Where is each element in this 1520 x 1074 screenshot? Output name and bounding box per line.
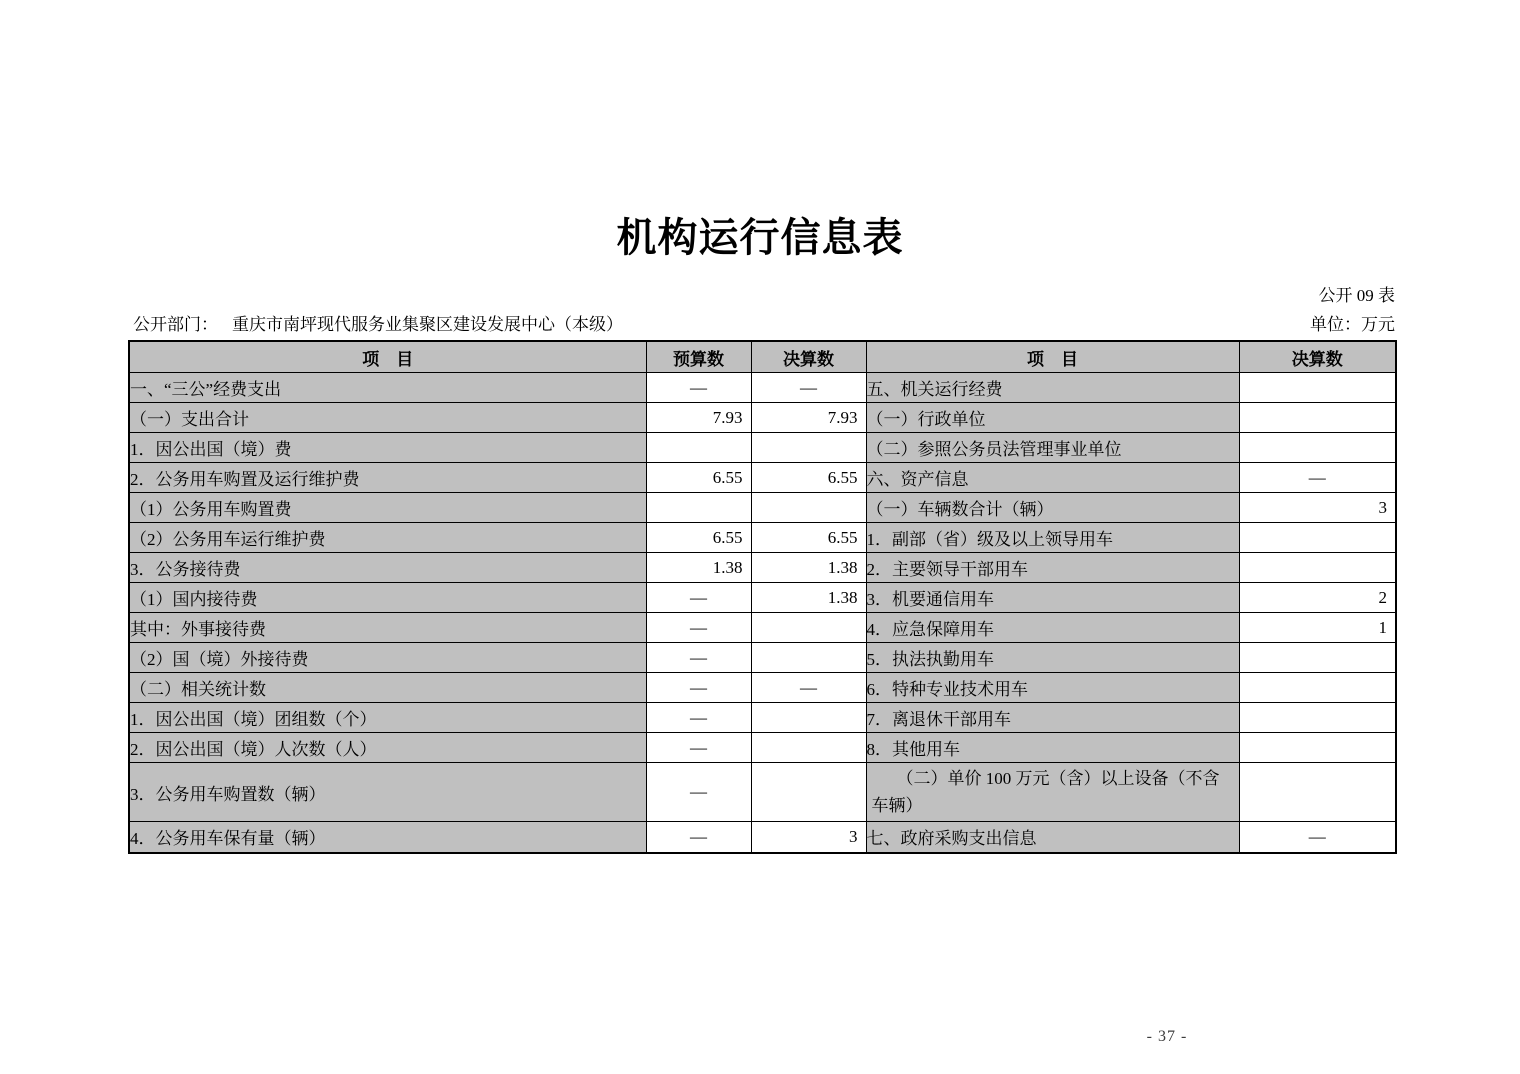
final-cell-right: [1239, 733, 1396, 763]
final-cell: 1.38: [751, 583, 866, 613]
item-cell-right: 五、机关运行经费: [866, 373, 1239, 403]
budget-cell: 6.55: [646, 463, 751, 493]
header-item-right: 项 目: [866, 341, 1239, 373]
final-cell-right: [1239, 703, 1396, 733]
header-item-left: 项 目: [129, 341, 646, 373]
budget-cell: —: [646, 763, 751, 822]
budget-cell: —: [646, 703, 751, 733]
table-row: [129, 763, 1396, 822]
item-cell-right: （一）车辆数合计（辆）: [866, 493, 1239, 523]
item-cell: 4．公务用车保有量（辆）: [129, 822, 646, 853]
table-row: [129, 643, 1396, 673]
budget-cell: 7.93: [646, 403, 751, 433]
final-cell-right: —: [1239, 463, 1396, 493]
final-cell: [751, 763, 866, 822]
final-cell: —: [751, 373, 866, 403]
item-cell-right: 3．机要通信用车: [866, 583, 1239, 613]
table-row: [129, 553, 1396, 583]
table-row: [129, 523, 1396, 553]
budget-cell: —: [646, 643, 751, 673]
final-cell-right: —: [1239, 822, 1396, 853]
budget-cell: [646, 493, 751, 523]
final-cell: 1.38: [751, 553, 866, 583]
final-cell: 6.55: [751, 523, 866, 553]
item-cell-right: 六、资产信息: [866, 463, 1239, 493]
header-final-left: 决算数: [751, 341, 866, 373]
final-cell: [751, 613, 866, 643]
item-cell-right: 8．其他用车: [866, 733, 1239, 763]
final-cell: [751, 703, 866, 733]
budget-cell: 6.55: [646, 523, 751, 553]
table-row: [129, 493, 1396, 523]
budget-cell: [646, 433, 751, 463]
final-cell: —: [751, 673, 866, 703]
final-cell-right: [1239, 373, 1396, 403]
item-cell-right: 2．主要领导干部用车: [866, 553, 1239, 583]
item-cell: 2．公务用车购置及运行维护费: [129, 463, 646, 493]
table-row: [129, 733, 1396, 763]
header-final-right: 决算数: [1239, 341, 1396, 373]
item-cell-right: 6．特种专业技术用车: [866, 673, 1239, 703]
item-cell: （二）相关统计数: [129, 673, 646, 703]
department-label: 公开部门：: [133, 315, 218, 334]
final-cell: 3: [751, 822, 866, 853]
info-table: [128, 340, 1397, 854]
item-cell: 1．因公出国（境）团组数（个）: [129, 703, 646, 733]
item-cell: 2．因公出国（境）人次数（人）: [129, 733, 646, 763]
budget-cell: —: [646, 733, 751, 763]
item-cell: 其中：外事接待费: [129, 613, 646, 643]
item-cell-right: 7．离退休干部用车: [866, 703, 1239, 733]
budget-cell: —: [646, 583, 751, 613]
final-cell: [751, 733, 866, 763]
item-cell-right: 1．副部（省）级及以上领导用车: [866, 523, 1239, 553]
table-row: [129, 373, 1396, 403]
table-row: [129, 822, 1396, 853]
item-cell: 3．公务接待费: [129, 553, 646, 583]
department-line: [133, 310, 623, 335]
table-row: [129, 613, 1396, 643]
item-cell: （2）公务用车运行维护费: [129, 523, 646, 553]
final-cell-right: [1239, 403, 1396, 433]
budget-cell: —: [646, 673, 751, 703]
page-title: 机构运行信息表: [616, 215, 904, 260]
header-budget: 预算数: [646, 341, 751, 373]
table-row: [129, 463, 1396, 493]
item-cell: 一、“三公”经费支出: [129, 373, 646, 403]
item-cell: （1）国内接待费: [129, 583, 646, 613]
budget-cell: —: [646, 613, 751, 643]
table-row: [129, 583, 1396, 613]
final-cell: 7.93: [751, 403, 866, 433]
final-cell-right: [1239, 643, 1396, 673]
item-cell: （2）国（境）外接待费: [129, 643, 646, 673]
final-cell-right: [1239, 763, 1396, 822]
item-cell-right: 七、政府采购支出信息: [866, 822, 1239, 853]
final-cell-right: [1239, 673, 1396, 703]
item-cell-right: （二）参照公务员法管理事业单位: [866, 433, 1239, 463]
page-number: - 37 -: [1146, 1028, 1188, 1045]
budget-cell: —: [646, 373, 751, 403]
item-cell-right: （一）行政单位: [866, 403, 1239, 433]
final-cell-right: [1239, 433, 1396, 463]
item-cell: （一）支出合计: [129, 403, 646, 433]
table-row: [129, 403, 1396, 433]
final-cell: [751, 643, 866, 673]
item-cell: 1．因公出国（境）费: [129, 433, 646, 463]
final-cell: [751, 433, 866, 463]
final-cell-right: [1239, 553, 1396, 583]
table-row: [129, 673, 1396, 703]
unit-label: 单位：万元: [1310, 315, 1395, 334]
item-cell-right: 4．应急保障用车: [866, 613, 1239, 643]
table-header-row: [129, 341, 1396, 373]
budget-cell: 1.38: [646, 553, 751, 583]
table-row: [129, 703, 1396, 733]
item-cell: 3．公务用车购置数（辆）: [129, 763, 646, 822]
item-cell-right: 5．执法执勤用车: [866, 643, 1239, 673]
final-cell-right: [1239, 523, 1396, 553]
final-cell: 6.55: [751, 463, 866, 493]
final-cell: [751, 493, 866, 523]
table-code: 公开 09 表: [1318, 286, 1395, 305]
budget-cell: —: [646, 822, 751, 853]
final-cell-right: 2: [1239, 583, 1396, 613]
final-cell-right: 1: [1239, 613, 1396, 643]
final-cell-right: 3: [1239, 493, 1396, 523]
item-cell-right: （二）单价 100 万元（含）以上设备（不含车辆）: [866, 763, 1239, 822]
department-name: 重庆市南坪现代服务业集聚区建设发展中心（本级）: [232, 315, 623, 334]
item-cell: （1）公务用车购置费: [129, 493, 646, 523]
table-row: [129, 433, 1396, 463]
